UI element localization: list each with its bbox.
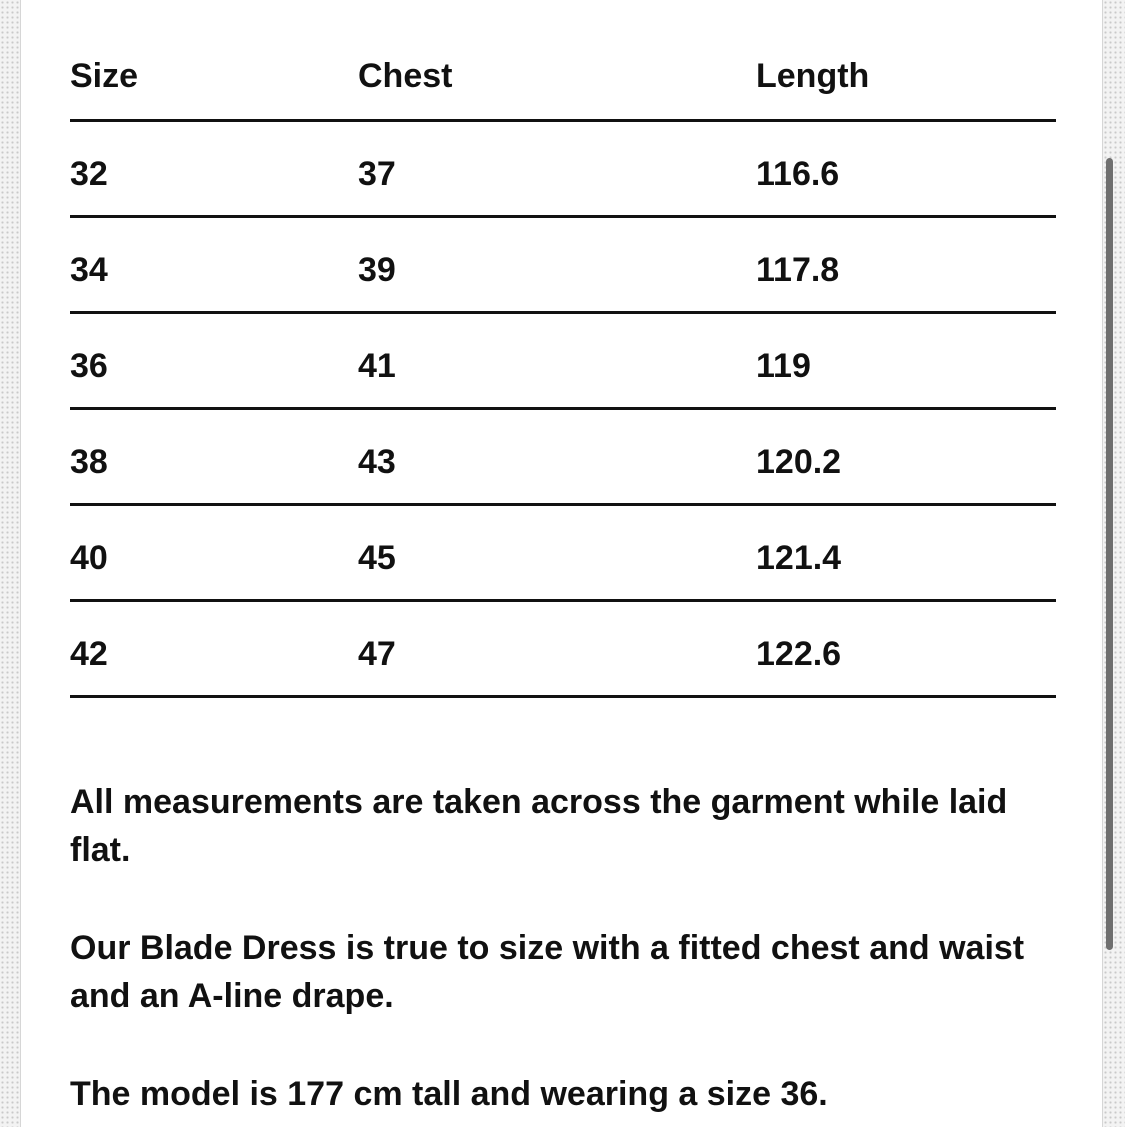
- table-row: [70, 314, 1056, 410]
- length-cell: 122.6: [756, 635, 842, 673]
- size-notes: [70, 778, 1050, 1118]
- length-cell: 119: [756, 347, 811, 385]
- table-row: [70, 218, 1056, 314]
- size-cell: 34: [70, 251, 108, 289]
- chest-cell: 45: [358, 539, 396, 577]
- length-cell: 121.4: [756, 539, 842, 577]
- size-cell: 36: [70, 347, 108, 385]
- header-chest: Chest: [358, 57, 453, 95]
- size-cell: 38: [70, 443, 108, 481]
- measurement-note: All measurements are taken across the garment while laid flat.: [70, 783, 1008, 869]
- chest-cell: 47: [358, 635, 396, 673]
- length-cell: 117.8: [756, 251, 840, 289]
- table-row: [70, 122, 1056, 218]
- fit-note: Our Blade Dress is true to size with a fitted chest and waist and an A-line drape.: [70, 929, 1025, 1015]
- chest-cell: 37: [358, 155, 396, 193]
- model-note: The model is 177 cm tall and wearing a size 36.: [70, 1075, 828, 1113]
- chest-cell: 39: [358, 251, 396, 289]
- header-size: Size: [70, 57, 139, 95]
- length-cell: 116.6: [756, 155, 840, 193]
- chest-cell: 43: [358, 443, 396, 481]
- table-row: [70, 506, 1056, 602]
- length-cell: 120.2: [756, 443, 842, 481]
- table-row: [70, 410, 1056, 506]
- left-page-edge: [0, 0, 21, 1127]
- header-length: Length: [756, 57, 870, 95]
- size-cell: 32: [70, 155, 108, 193]
- right-page-edge: [1102, 0, 1125, 1127]
- size-cell: 42: [70, 635, 108, 673]
- size-guide-table: [70, 0, 1056, 698]
- chest-cell: 41: [358, 347, 396, 385]
- table-row: [70, 602, 1056, 698]
- vertical-scrollbar[interactable]: [1106, 158, 1113, 950]
- size-cell: 40: [70, 539, 108, 577]
- table-header-row: [70, 0, 1056, 122]
